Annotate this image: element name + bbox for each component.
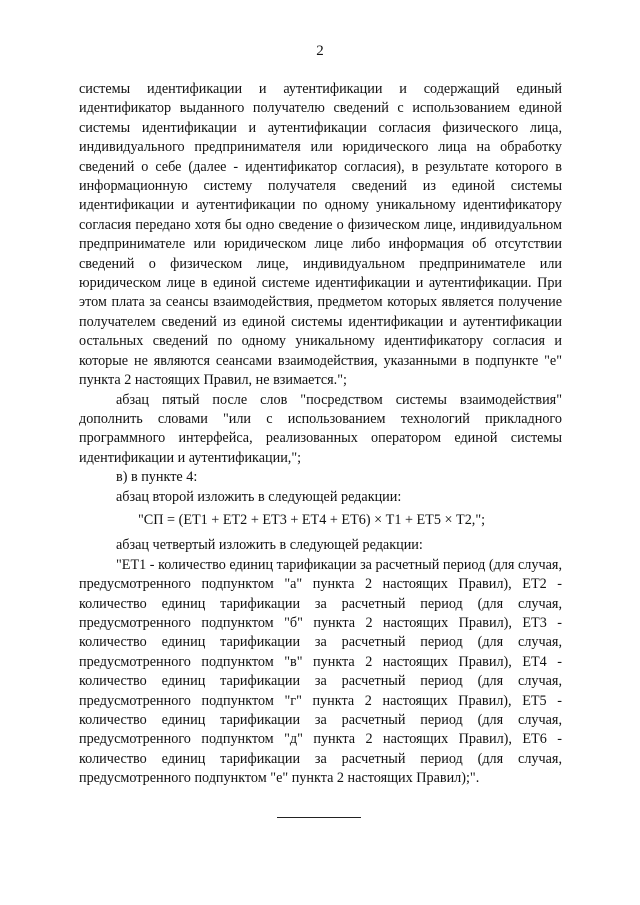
paragraph-definitions: "ЕТ1 - количество единиц тарификации за расчетный период (для случая, предусмотренного подпунктом "а" пункта 2 настоящих Правил), ЕТ2 - количество единиц тарификации за расчетный период (для случая, предусмотренного подпунктом "б" пункта 2 настоящих Правил), ЕТ3 - количество единиц тарификации за расчетный период (для случая, предусмотренного подпунктом "в" пункта 2 настоящих Правил), ЕТ4 - количество единиц тарификации за расчетный период (для случая, предусмотренного подпунктом "г" пункта 2 настоящих Правил), ЕТ5 - количество единиц тарификации за расчетный период (для случая, предусмотренного подпунктом "д" пункта 2 настоящих Правил), ЕТ6 - количество единиц тарификации за расчетный период (для случая, предусмотренного подпунктом "е" пункта 2 настоящих Правил);".	[79, 556, 562, 787]
paragraph-amendment-fifth: абзац пятый после слов "посредством системы взаимодействия" дополнить словами "или с использованием технологий прикладного программного интерфейса, реализованных оператором единой системы идентификации и аутентификации,";	[79, 391, 562, 466]
paragraph-second-edition: абзац второй изложить в следующей редакции:	[116, 488, 402, 505]
end-rule	[277, 817, 361, 818]
paragraph-item-v: в) в пункте 4:	[116, 469, 198, 486]
document-body	[79, 80, 562, 789]
formula: "СП = (ЕТ1 + ЕТ2 + ЕТ3 + ЕТ4 + ЕТ6) × Т1 + ЕТ5 × Т2,";	[138, 511, 486, 528]
paragraph-continuation: системы идентификации и аутентификации и содержащий единый идентификатор выданного получателю сведений с использованием единой системы идентификации и аутентификации согласия физического лица, индивидуального предпринимателя или юридического лица на обработку сведений о себе (далее - идентификатор согласия), в результате которого в информационную систему получателя сведений из единой системы идентификации и аутентификации по одному уникальному идентификатору согласия передано хотя бы одно сведение о физическом лице, индивидуальном предпринимателе или юридическом лице либо информация об отсутствии сведений о физическом лице, индивидуальном предпринимателе или юридическом лице в единой системе идентификации и аутентификации. При этом плата за сеансы взаимодействия, предметом которых является получение получателем сведений из единой системы идентификации и аутентификации остальных сведений по одному уникальному идентификатору согласия и которые не являются сеансами взаимодействия, указанными в подпункте "е" пункта 2 настоящих Правил, не взимается.";	[79, 81, 562, 389]
page-number: 2	[316, 43, 324, 59]
paragraph-fourth-edition: абзац четвертый изложить в следующей редакции:	[116, 537, 423, 554]
